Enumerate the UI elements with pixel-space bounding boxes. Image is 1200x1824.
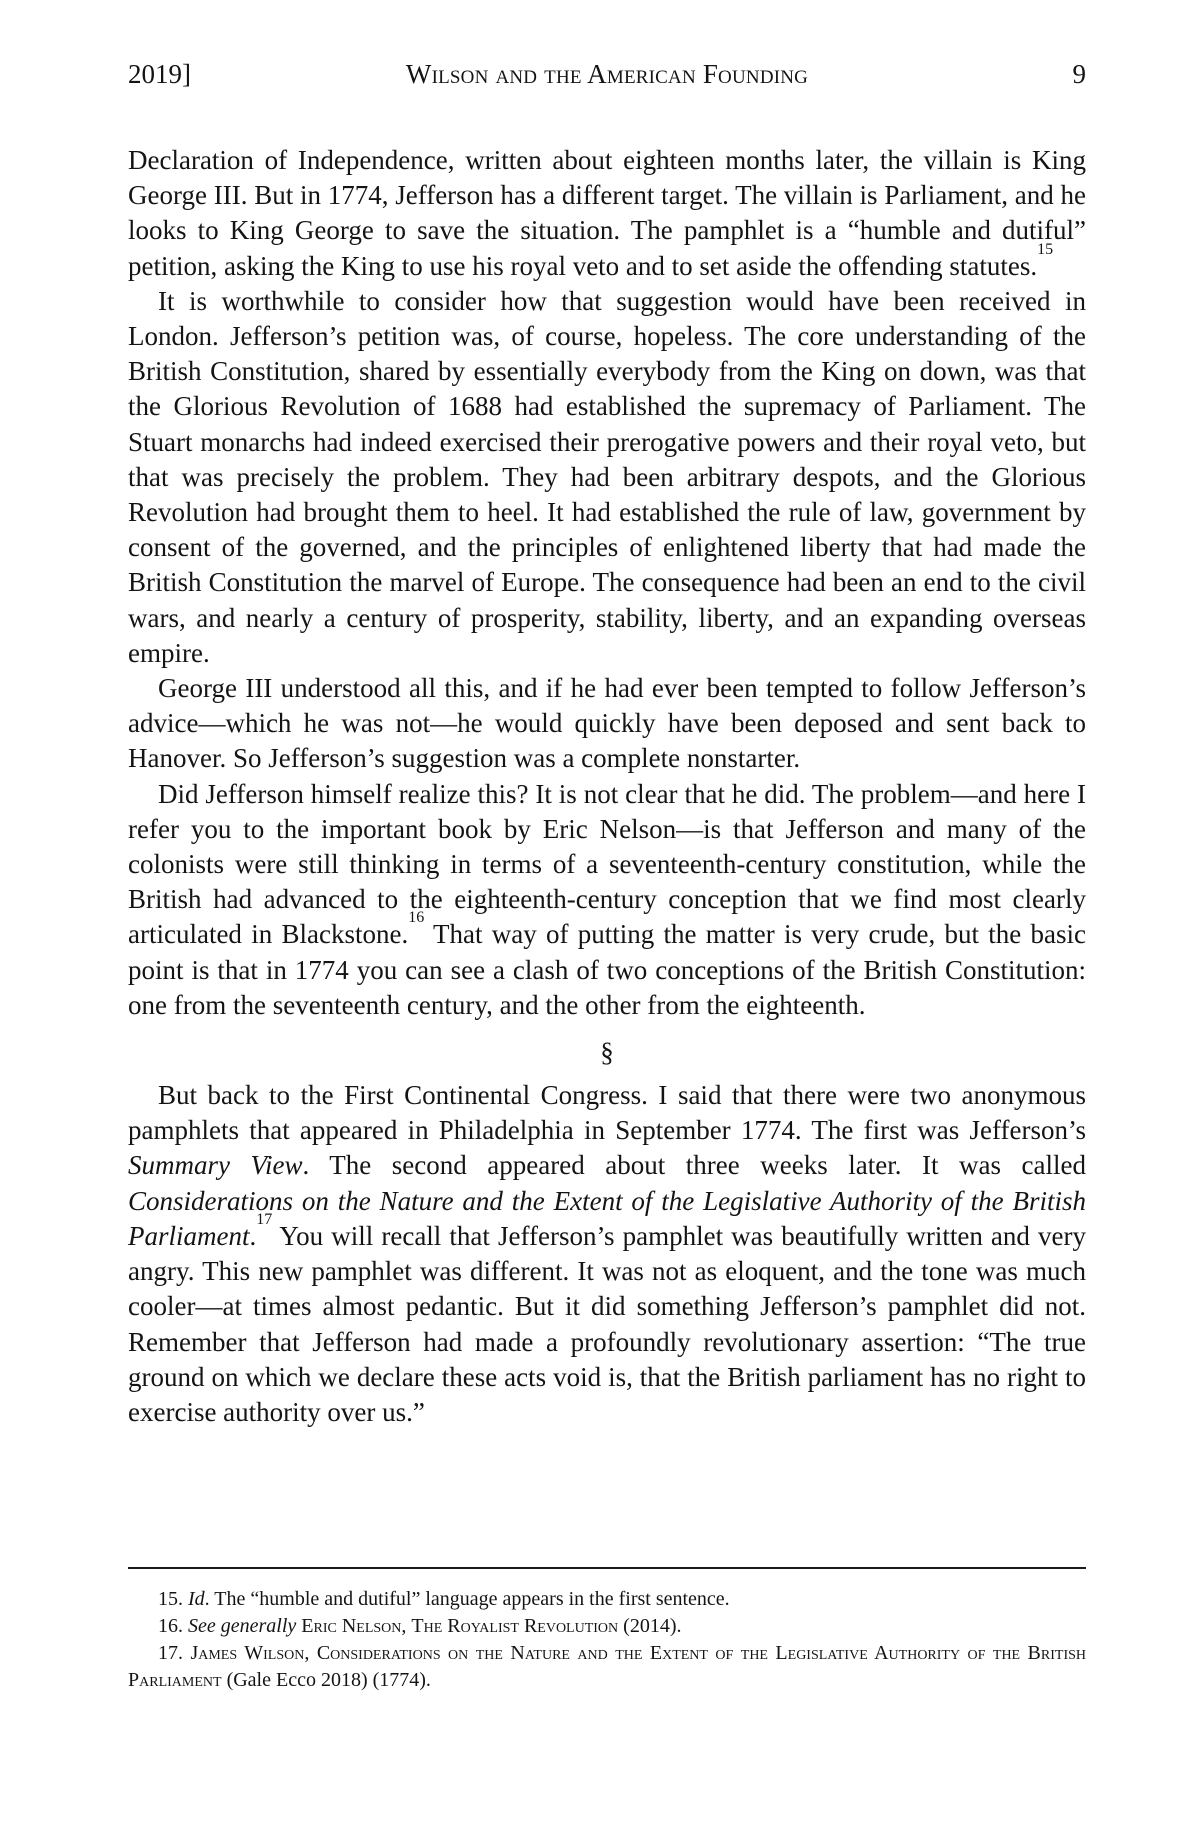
footnote-ref-15[interactable]: 15 (1037, 240, 1054, 258)
footnote-17: 17. James Wilson, Considerations on the Nature and the Extent of the Legislative Authority of the British Parliament (Gale Ecco 2018) (1774). (128, 1642, 1087, 1691)
footnote-author: Eric Nelson (301, 1615, 402, 1637)
paragraph (128, 1078, 1086, 1430)
footnote-book-title: Considerations on the Nature and the Extent of the Legislative Authority of the British Parliament (128, 1642, 1087, 1691)
footnote-author: James Wilson (190, 1642, 305, 1664)
paragraph (128, 671, 1086, 777)
paragraph-continued (128, 143, 1086, 284)
body-text (128, 143, 1086, 1430)
running-head (128, 56, 1086, 92)
paragraph-text: It is worthwhile to consider how that suggestion would have been received in London. Jefferson’s petition was, of course, hopeless. The core understanding of the British Constitution, shared by essentially everybody from the King on down, was that the Glorious Revolution of 1688 had established the supremacy of Parliament. The Stuart monarchs had indeed exercised their prerogative powers and their royal veto, but that was precisely the problem. They had been arbitrary despots, and the Glorious Revolution had brought them to heel. It had established the rule of law, government by consent of the governed, and the principles of enlightened liberty that had made the British Constitution the marvel of Europe. The consequence had been an end to the civil wars, and nearly a century of prosperity, stability, liberty, and an expanding overseas empire. (128, 285, 1086, 668)
paragraph-text: Declaration of Independence, written about eighteen months later, the villain is King George III. But in 1774, Jefferson has a different target. The villain is Parliament, and he looks to King George to save the situation. The pamphlet is a “humble and dutiful” petition, asking the King to use his royal veto and to set aside the offending statutes. (128, 145, 1086, 281)
footnote-divider (128, 1567, 1086, 1569)
footnote-15 (128, 1586, 1086, 1613)
footnote-book-title: The Royalist Revolution (411, 1615, 619, 1637)
header-volume-year: 2019] (128, 59, 191, 89)
footnotes (128, 1586, 1086, 1694)
paragraph-text: You will recall that Jefferson’s pamphlet was beautifully written and very angry. This new pamphlet was different. It was not as eloquent, and the tone was much cooler—at times almost pedantic. But it did something Jefferson’s pamphlet did not. Remember that Jefferson had made a profoundly revolutionary assertion: “The true ground on which we declare these acts void is, that the British parliament has no right to exercise authority over us.” (128, 1220, 1086, 1427)
paragraph-text: But back to the First Continental Congress. I said that there were two anonymous pamphlets that appeared in Philadelphia in September 1774. The first was Jefferson’s (128, 1080, 1086, 1146)
italic-title-considerations: Considerations on the Nature and the Extent of the Legislative Authority of the British Parliament (128, 1185, 1086, 1251)
section-break-mark: § (600, 1037, 614, 1068)
paragraph (128, 777, 1086, 1023)
footnote-text: . The “humble and dutiful” language appears in the first sentence. (204, 1588, 730, 1610)
footnote-number: 16. (158, 1615, 183, 1637)
footnote-ref-16[interactable]: 16 (408, 909, 425, 927)
paragraph-text: Did Jefferson himself realize this? It is not clear that he did. The problem—and here I refer you to the important book by Eric Nelson—is that Jefferson and many of the colonists were still thinking in terms of a seventeenth-century constitution, while the British had advanced to the eighteenth-century conception that we find most clearly articulated in Blackstone. (128, 778, 1086, 950)
footnote-citation-signal: Id (188, 1588, 205, 1610)
footnote-ref-17[interactable]: 17 (256, 1210, 273, 1228)
footnote-edition: (Gale Ecco 2018) (1774). (226, 1669, 431, 1691)
footnote-year: (2014). (623, 1615, 682, 1637)
paragraph-text: . The second appeared about three weeks later. It was called (302, 1150, 1086, 1181)
italic-title-summary-view: Summary View (128, 1150, 303, 1181)
footnote-16: 16. See generally Eric Nelson, The Royalist Revolution (2014). (158, 1615, 682, 1637)
header-title: Wilson and the American Founding (405, 59, 809, 89)
paragraph-text: George III understood all this, and if he had ever been tempted to follow Jefferson’s advice—which he was not—he would quickly have been deposed and sent back to Hanover. So Jefferson’s suggestion was a complete nonstarter. (128, 673, 1086, 774)
footnote-number: 15. (158, 1588, 183, 1610)
paragraph (128, 284, 1086, 671)
footnote-number: 17. (158, 1642, 183, 1664)
paragraph-text: . (249, 1220, 257, 1251)
paragraph-text: That way of putting the matter is very crude, but the basic point is that in 1774 you can see a clash of two conceptions of the British Constitution: one from the seventeenth century, and the other from the eighteenth. (128, 919, 1087, 1020)
page-number: 9 (1072, 59, 1086, 89)
footnote-citation-signal: See generally (188, 1615, 297, 1637)
